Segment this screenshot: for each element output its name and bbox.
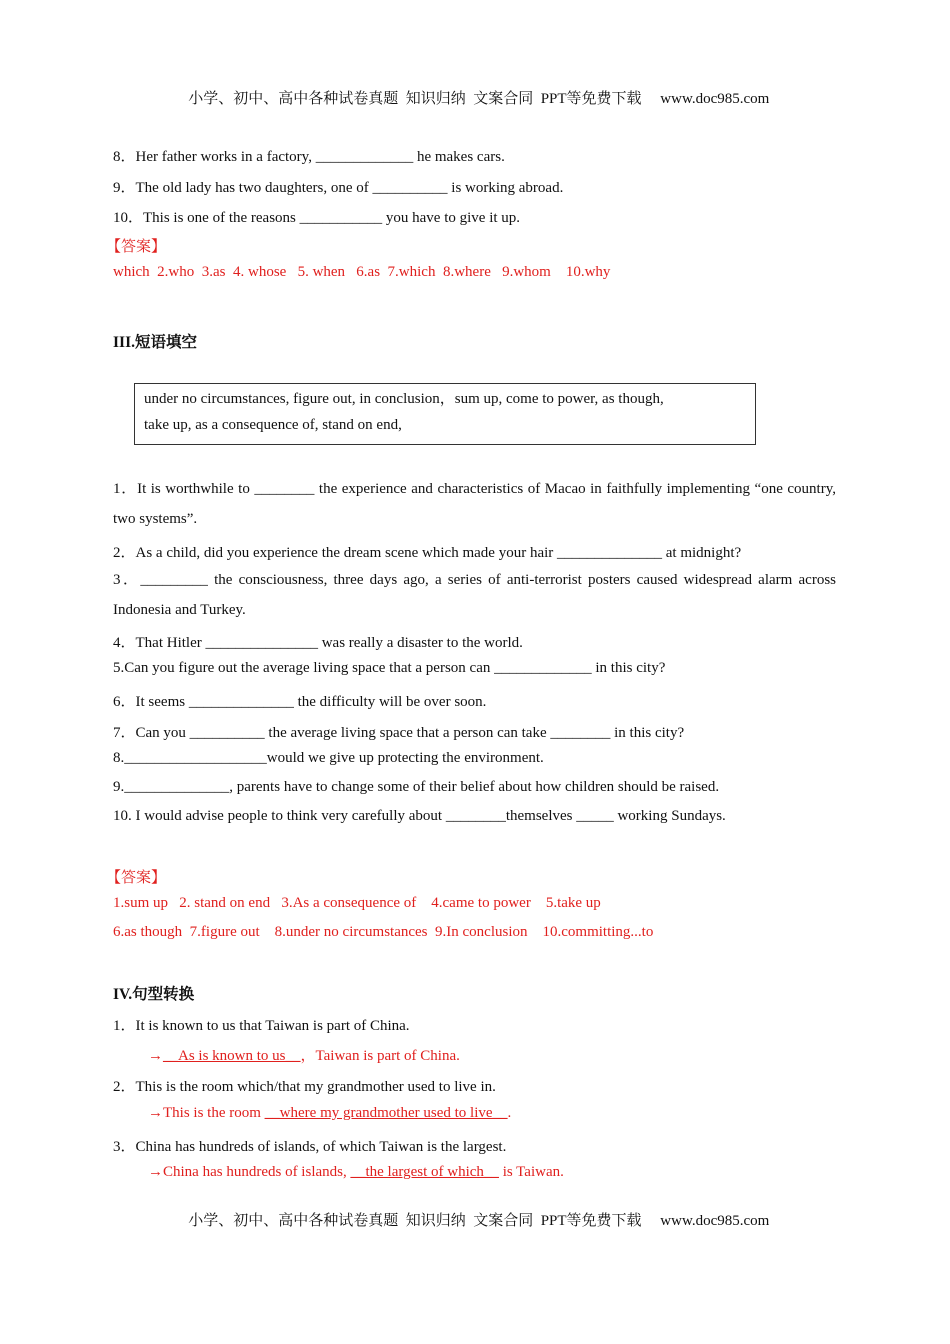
question-9: 9．The old lady has two daughters, one of __________ is working abroad. — [113, 180, 564, 196]
transform-answer-1 — [148, 1044, 460, 1065]
phrase-question-8: 8.___________________would we give up protecting the environment. — [113, 750, 544, 766]
page-header — [0, 70, 950, 108]
phrase-question-1: 1．It is worthwhile to ________ the experience and characteristics of Macao in faithfully implementing “one country, two systems”. — [113, 481, 836, 527]
transform-question-3: 3．China has hundreds of islands, of which Taiwan is the largest. — [113, 1139, 507, 1155]
answer-text: which 2.who 3.as 4. whose 5. when 6.as 7.which 8.where 9.whom 10.why — [113, 264, 611, 280]
phrase-question-3: 3．_________ the consciousness, three days ago, a series of anti-terrorist posters caused widespread alarm across Indonesia and Turkey. — [113, 572, 836, 618]
phrase-answer-label: 【答案】 — [106, 870, 167, 886]
phrase-question-10: 10. I would advise people to think very carefully about ________themselves _____ working Sundays. — [113, 808, 726, 824]
footer-site: www.doc985.com — [660, 1213, 770, 1229]
phrase-answer-line-2: 6.as though 7.figure out 8.under no circumstances 9.In conclusion 10.committing...to — [113, 924, 654, 940]
section-title-transform: IV.句型转换 — [113, 986, 195, 1003]
header-text: 小学、初中、高中各种试卷真题 知识归纳 文案合同 PPT等免费下载 — [188, 91, 642, 107]
transform-answer-3-fill: __the largest of which__ — [350, 1164, 499, 1180]
transform-answer-1-post: ，Taiwan is part of China. — [300, 1048, 460, 1064]
transform-answer-3-pre: →China has hundreds of islands, — [148, 1164, 351, 1180]
phrase-question-5: 5.Can you figure out the average living space that a person can _____________ in this city? — [113, 660, 666, 676]
question-10: 10．This is one of the reasons ___________ you have to give it up. — [113, 210, 521, 226]
footer-text: 小学、初中、高中各种试卷真题 知识归纳 文案合同 PPT等免费下载 — [188, 1213, 642, 1229]
question-8: 8．Her father works in a factory, _____________ he makes cars. — [113, 149, 505, 165]
transform-answer-2-pre: →This is the room — [148, 1105, 265, 1121]
phrase-box-line-1: under no circumstances, figure out, in conclusion，sum up, come to power, as though, — [144, 391, 664, 407]
transform-answer-3 — [148, 1164, 564, 1181]
phrase-box-line-2: take up, as a consequence of, stand on end, — [144, 417, 402, 433]
transform-answer-2-post: . — [507, 1105, 512, 1121]
phrase-question-7: 7．Can you __________ the average living space that a person can take ________ in this city? — [113, 725, 685, 741]
phrase-question-6: 6．It seems ______________ the difficulty will be over soon. — [113, 694, 487, 710]
phrase-question-4: 4．That Hitler _______________ was really a disaster to the world. — [113, 635, 523, 651]
transform-answer-2-fill: __where my grandmother used to live__ — [264, 1105, 508, 1121]
transform-question-1: 1．It is known to us that Taiwan is part of China. — [113, 1018, 410, 1034]
transform-answer-2 — [148, 1105, 511, 1122]
transform-answer-1-fill: __As is known to us__ — [163, 1048, 301, 1064]
transform-answer-1-pre: → — [148, 1048, 163, 1064]
header-site: www.doc985.com — [660, 91, 770, 107]
page-footer — [0, 1192, 950, 1230]
transform-question-2: 2．This is the room which/that my grandmother used to live in. — [113, 1079, 496, 1095]
section-title-phrases: III.短语填空 — [113, 334, 197, 351]
phrase-question-9: 9.______________, parents have to change some of their belief about how children should be raised. — [113, 779, 720, 795]
phrase-answer-line-1: 1.sum up 2. stand on end 3.As a consequence of 4.came to power 5.take up — [113, 895, 601, 911]
transform-answer-3-post: is Taiwan. — [498, 1164, 564, 1180]
phrase-question-2: 2．As a child, did you experience the dream scene which made your hair ______________ at midnight? — [113, 545, 742, 561]
answer-label: 【答案】 — [106, 239, 167, 255]
